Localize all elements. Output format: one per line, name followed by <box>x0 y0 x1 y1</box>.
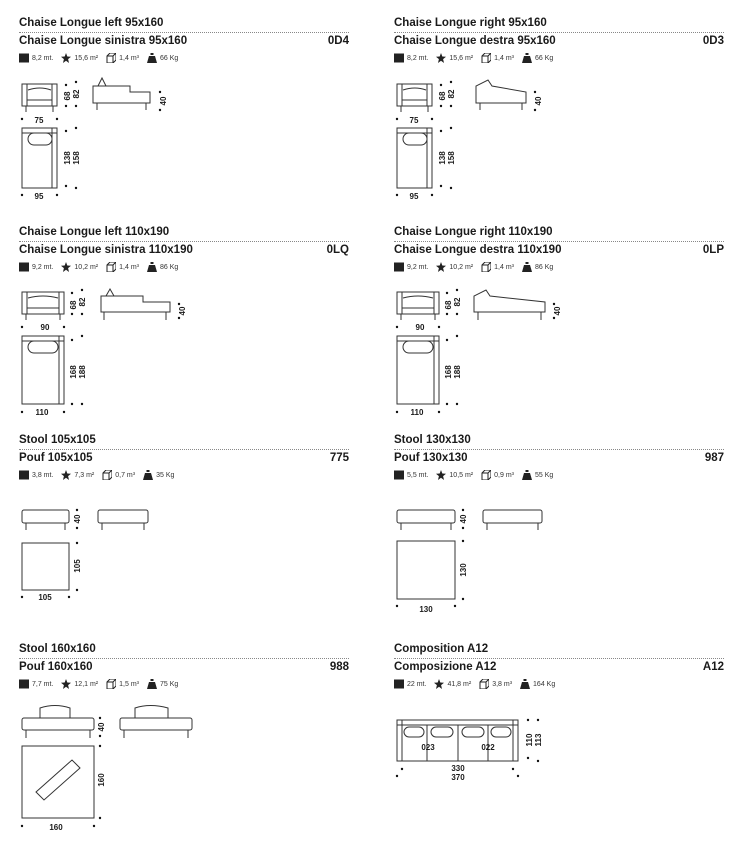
dimension-label: 130 <box>419 605 433 614</box>
leather-value: 41,8 m² <box>447 680 472 688</box>
dimension-label: 113 <box>534 733 543 747</box>
product-name-it: Pouf 160x160 <box>19 661 93 673</box>
weight-value: 66 Kg <box>534 54 554 62</box>
leather-value: 12,1 m² <box>74 680 99 688</box>
dimension-label: 90 <box>415 323 425 332</box>
dimension-label: 68 <box>69 300 78 310</box>
product-name-it: Chaise Longue destra 110x190 <box>394 244 562 256</box>
dimension-label: 158 <box>447 151 456 165</box>
product-name-en: Composition A12 <box>394 643 489 655</box>
fabric-value: 8,2 mt. <box>407 54 429 62</box>
module-label: 022 <box>481 743 495 752</box>
product-name-en: Stool 160x160 <box>19 643 96 655</box>
dimension-label: 330 <box>451 764 465 773</box>
weight-value: 66 Kg <box>159 54 179 62</box>
product-code: 775 <box>329 452 349 464</box>
dimension-label: 90 <box>40 323 50 332</box>
product-name-it: Pouf 130x130 <box>394 452 468 464</box>
product-name-it: Chaise Longue sinistra 110x190 <box>19 244 193 256</box>
leather-value: 15,6 m² <box>449 54 474 62</box>
fabric-value: 8,2 mt. <box>32 54 54 62</box>
product-code: 987 <box>704 452 724 464</box>
dimension-label: 160 <box>97 773 106 787</box>
product-name-it: Pouf 105x105 <box>19 452 93 464</box>
product-name-en: Chaise Longue left 110x190 <box>19 226 170 238</box>
dimension-label: 158 <box>72 151 81 165</box>
product-name-en: Chaise Longue right 95x160 <box>394 17 547 29</box>
weight-value: 86 Kg <box>159 263 179 271</box>
leather-value: 10,2 m² <box>449 263 474 271</box>
volume-value: 3,8 m³ <box>492 680 513 688</box>
dimension-label: 110 <box>410 408 424 417</box>
dimension-label: 40 <box>97 722 106 732</box>
volume-value: 1,4 m³ <box>119 54 139 62</box>
weight-value: 86 Kg <box>534 263 554 271</box>
front-view <box>22 84 57 112</box>
volume-value: 1,5 m³ <box>119 680 139 688</box>
dimension-label: 40 <box>73 514 82 524</box>
dimension-label: 160 <box>49 823 63 832</box>
product-code: 0D3 <box>702 35 724 47</box>
plan-view <box>22 128 57 188</box>
volume-value: 0,7 m³ <box>115 471 136 479</box>
product-name-en: Stool 105x105 <box>19 434 96 446</box>
dimension-label: 75 <box>34 116 44 125</box>
dimension-label: 188 <box>453 365 462 379</box>
product-code: 0D4 <box>327 35 349 47</box>
dimension-label: 40 <box>159 96 168 106</box>
dimension-label: 138 <box>438 151 447 165</box>
weight-value: 35 Kg <box>156 471 175 479</box>
dimension-label: 75 <box>409 116 419 125</box>
fabric-value: 5,5 mt. <box>407 471 429 479</box>
volume-value: 1,4 m³ <box>494 263 514 271</box>
volume-value: 1,4 m³ <box>119 263 139 271</box>
leather-value: 15,6 m² <box>74 54 99 62</box>
leather-value: 7,3 m² <box>74 471 95 479</box>
weight-value: 75 Kg <box>159 680 179 688</box>
product-name-en: Chaise Longue left 95x160 <box>19 17 164 29</box>
dimension-label: 68 <box>444 300 453 310</box>
volume-value: 0,9 m³ <box>494 471 514 479</box>
dimension-label: 82 <box>78 297 87 307</box>
fabric-value: 3,8 mt. <box>32 471 54 479</box>
dimension-label: 95 <box>409 192 419 201</box>
product-code: 988 <box>329 661 349 673</box>
weight-value: 164 Kg <box>533 680 556 688</box>
dimension-label: 370 <box>451 773 465 782</box>
dimension-label: 82 <box>447 89 456 99</box>
dimension-label: 95 <box>34 192 44 201</box>
dimension-label: 82 <box>453 297 462 307</box>
product-name-it: Chaise Longue sinistra 95x160 <box>19 35 188 47</box>
dimension-label: 110 <box>35 408 49 417</box>
dimension-label: 82 <box>72 89 81 99</box>
fabric-value: 9,2 mt. <box>32 263 54 271</box>
product-code: A12 <box>702 661 724 673</box>
dimension-label: 40 <box>534 96 543 106</box>
leather-value: 10,2 m² <box>74 263 99 271</box>
dimension-label: 68 <box>63 91 72 101</box>
dimension-label: 188 <box>78 365 87 379</box>
side-view <box>93 78 150 110</box>
dimension-label: 110 <box>525 733 534 747</box>
dimension-label: 68 <box>438 91 447 101</box>
product-code: 0LQ <box>326 244 349 256</box>
product-name-it: Composizione A12 <box>394 661 497 673</box>
product-name-en: Chaise Longue right 110x190 <box>394 226 553 238</box>
dimension-label: 168 <box>69 365 78 379</box>
leather-value: 10,5 m² <box>449 471 474 479</box>
weight-value: 55 Kg <box>534 471 554 479</box>
dimension-label: 40 <box>178 306 187 316</box>
fabric-value: 9,2 mt. <box>407 263 429 271</box>
dimension-label: 138 <box>63 151 72 165</box>
volume-value: 1,4 m³ <box>494 54 514 62</box>
fabric-value: 7,7 mt. <box>32 680 54 688</box>
product-code: 0LP <box>702 244 724 256</box>
dimension-label: 105 <box>38 593 52 602</box>
product-name-it: Chaise Longue destra 95x160 <box>394 35 556 47</box>
dimension-label: 40 <box>459 514 468 524</box>
dimension-label: 130 <box>459 563 468 577</box>
fabric-value: 22 mt. <box>407 680 427 688</box>
dimension-label: 168 <box>444 365 453 379</box>
dimension-label: 105 <box>73 559 82 573</box>
module-label: 023 <box>421 743 435 752</box>
product-name-en: Stool 130x130 <box>394 434 471 446</box>
dimension-label: 40 <box>553 306 562 316</box>
